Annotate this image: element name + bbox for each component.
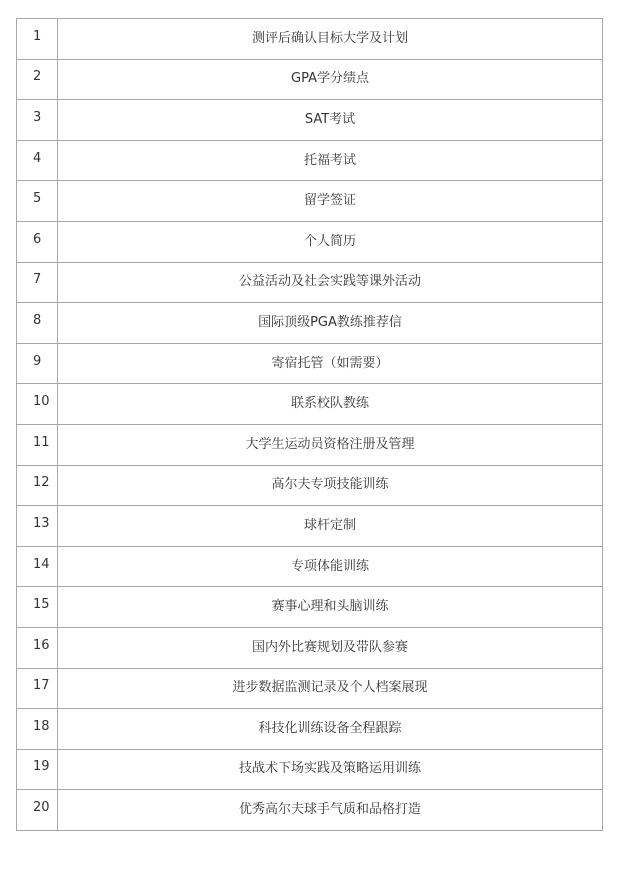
row-number: 15 [33, 597, 50, 613]
row-number: 19 [33, 759, 50, 775]
service-item-cell: 测评后确认目标大学及计划 [58, 19, 603, 60]
service-item-cell: 进步数据监测记录及个人档案展现 [58, 668, 603, 709]
row-number-cell [17, 59, 58, 100]
service-item-cell: 高尔夫专项技能训练 [58, 465, 603, 506]
table-row [17, 181, 603, 222]
service-item-cell: GPA学分绩点 [58, 59, 603, 100]
table-row [17, 749, 603, 790]
table-row [17, 303, 603, 344]
service-item-cell: 托福考试 [58, 140, 603, 181]
row-number-cell [17, 627, 58, 668]
service-item-cell: 技战术下场实践及策略运用训练 [58, 749, 603, 790]
row-number-cell [17, 587, 58, 628]
row-number: 16 [33, 637, 50, 653]
service-item-cell: 大学生运动员资格注册及管理 [58, 424, 603, 465]
row-number: 4 [33, 150, 42, 166]
table-row [17, 587, 603, 628]
row-number-cell [17, 221, 58, 262]
row-number-cell [17, 19, 58, 60]
table-row [17, 709, 603, 750]
service-item-cell: 优秀高尔夫球手气质和品格打造 [58, 790, 603, 831]
row-number: 20 [33, 800, 50, 816]
service-item-cell: 球杆定制 [58, 506, 603, 547]
row-number: 5 [33, 191, 42, 207]
row-number: 9 [33, 353, 42, 369]
row-number-cell [17, 424, 58, 465]
table-row [17, 59, 603, 100]
row-number: 14 [33, 556, 50, 572]
row-number: 8 [33, 312, 42, 328]
service-item-cell: 专项体能训练 [58, 546, 603, 587]
table-row [17, 790, 603, 831]
table-row [17, 668, 603, 709]
row-number-cell [17, 262, 58, 303]
table-row [17, 627, 603, 668]
table-row [17, 262, 603, 303]
row-number: 17 [33, 678, 50, 694]
service-item-cell: 国际顶级PGA教练推荐信 [58, 303, 603, 344]
row-number: 2 [33, 69, 42, 85]
table-row [17, 343, 603, 384]
service-item-cell: SAT考试 [58, 100, 603, 141]
table-body [17, 19, 603, 831]
table-row [17, 140, 603, 181]
service-item-cell: 科技化训练设备全程跟踪 [58, 709, 603, 750]
table-row [17, 546, 603, 587]
row-number-cell [17, 303, 58, 344]
row-number-cell [17, 506, 58, 547]
table-row [17, 506, 603, 547]
row-number: 3 [33, 109, 42, 125]
service-item-cell: 公益活动及社会实践等课外活动 [58, 262, 603, 303]
service-items-table [16, 18, 603, 831]
row-number-cell [17, 709, 58, 750]
row-number: 18 [33, 718, 50, 734]
row-number-cell [17, 384, 58, 425]
row-number-cell [17, 790, 58, 831]
table-row [17, 19, 603, 60]
row-number: 6 [33, 231, 42, 247]
service-item-cell: 个人简历 [58, 221, 603, 262]
table-row [17, 424, 603, 465]
service-item-cell: 联系校队教练 [58, 384, 603, 425]
row-number: 1 [33, 28, 42, 44]
row-number: 12 [33, 475, 50, 491]
service-item-cell: 寄宿托管（如需要） [58, 343, 603, 384]
service-item-cell: 赛事心理和头脑训练 [58, 587, 603, 628]
row-number: 10 [33, 394, 50, 410]
service-item-cell: 留学签证 [58, 181, 603, 222]
table-row [17, 100, 603, 141]
row-number: 11 [33, 434, 50, 450]
service-item-cell: 国内外比赛规划及带队参赛 [58, 627, 603, 668]
row-number-cell [17, 181, 58, 222]
row-number: 13 [33, 515, 50, 531]
table-row [17, 221, 603, 262]
row-number-cell [17, 140, 58, 181]
table-row [17, 384, 603, 425]
row-number-cell [17, 100, 58, 141]
row-number-cell [17, 749, 58, 790]
row-number-cell [17, 343, 58, 384]
row-number: 7 [33, 272, 42, 288]
row-number-cell [17, 668, 58, 709]
row-number-cell [17, 465, 58, 506]
row-number-cell [17, 546, 58, 587]
table-row [17, 465, 603, 506]
